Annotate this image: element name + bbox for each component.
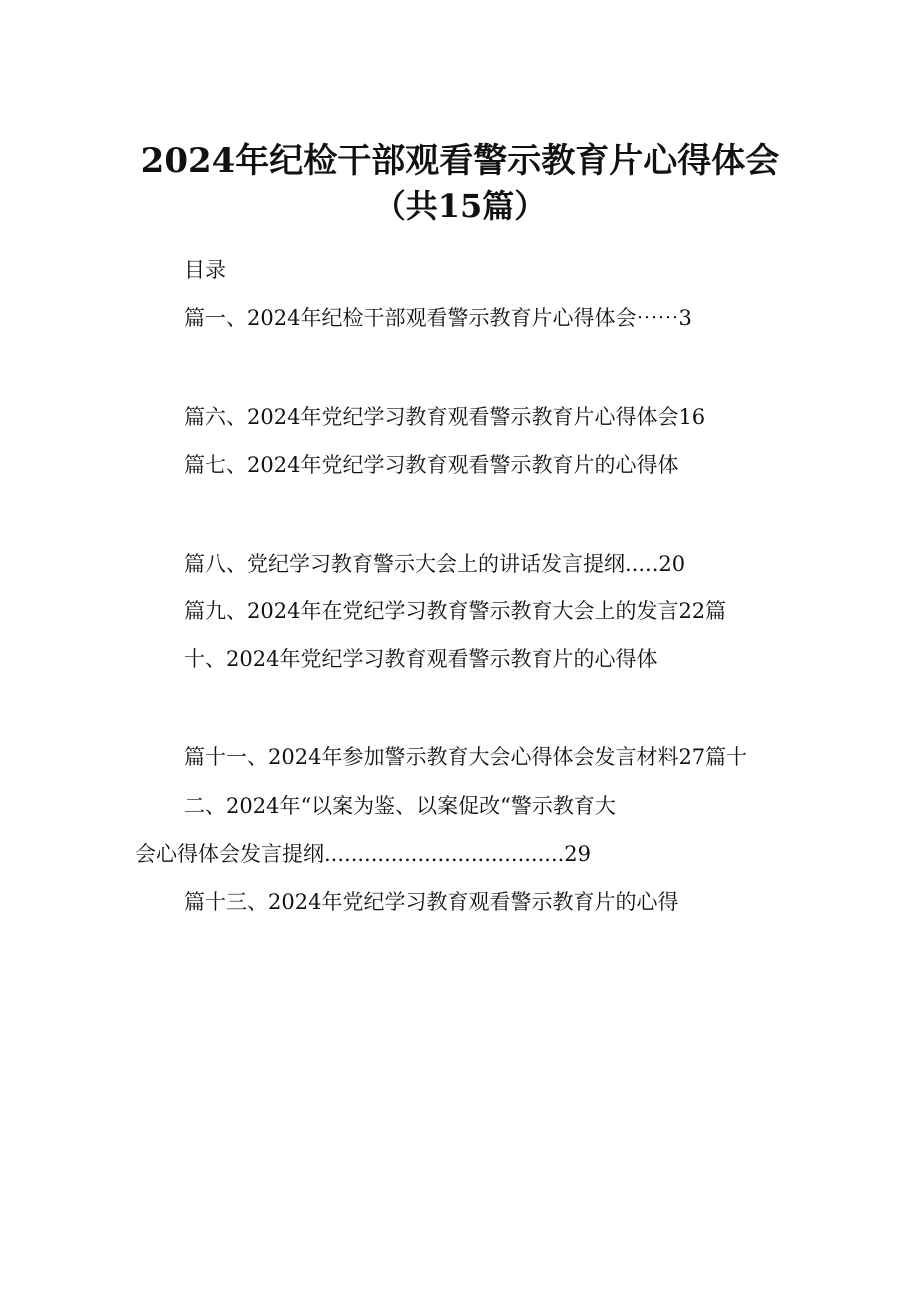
toc-heading: 目录 [184,258,226,282]
toc-entry: 二、2024年“以案为鉴、以案促改“警示教育大 [184,794,616,818]
toc-entry: 篇八、党纪学习教育警示大会上的讲话发言提纲.....20 [184,552,686,576]
toc-entry: 会心得体会发言提纲....................................29 [135,842,592,866]
document-title: 2024年纪检干部观看警示教育片心得体会 [140,141,780,181]
document-subtitle: （共15篇） [373,187,547,225]
toc-entry: 篇九、2024年在党纪学习教育警示教育大会上的发言22篇 [184,599,727,623]
toc-entry: 篇一、2024年纪检干部观看警示教育片心得体会⋯⋯3 [184,306,692,330]
toc-entry: 篇七、2024年党纪学习教育观看警示教育片的心得体 [184,453,679,477]
toc-entry: 十、2024年党纪学习教育观看警示教育片的心得体 [184,647,658,671]
toc-entry: 篇十三、2024年党纪学习教育观看警示教育片的心得 [184,890,679,914]
toc-entry: 篇十一、2024年参加警示教育大会心得体会发言材料27篇十 [184,745,748,769]
toc-entry: 篇六、2024年党纪学习教育观看警示教育片心得体会16 [184,405,706,429]
